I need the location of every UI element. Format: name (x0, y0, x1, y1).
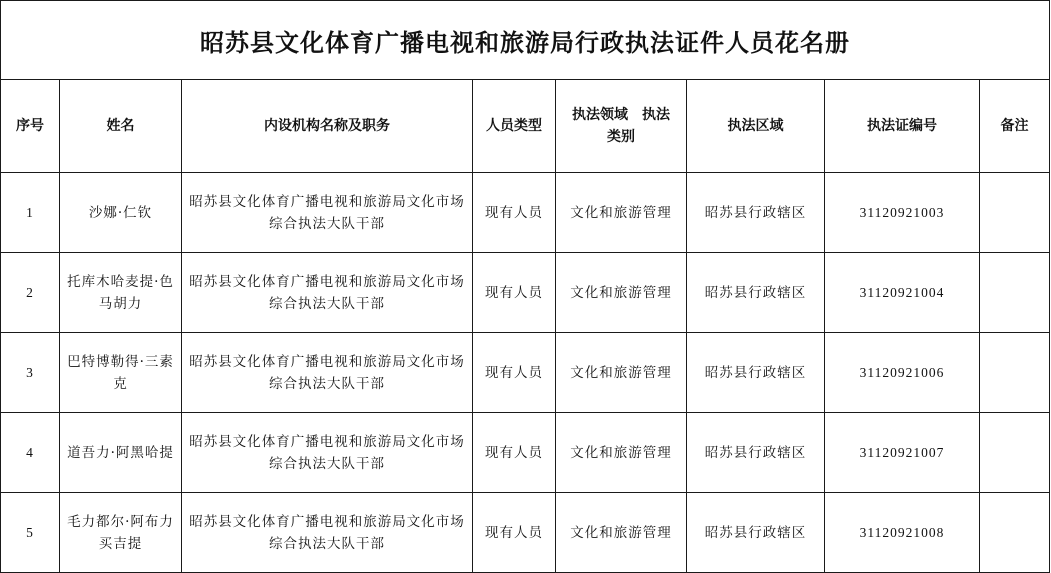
header-region: 执法区域 (687, 80, 825, 173)
cell-category: 文化和旅游管理 (556, 493, 687, 573)
cell-index: 1 (1, 173, 60, 253)
cell-note (980, 333, 1050, 413)
header-category: 执法领域 执法类别 (556, 80, 687, 173)
cell-note (980, 413, 1050, 493)
cell-cert: 31120921004 (825, 253, 980, 333)
cell-index: 2 (1, 253, 60, 333)
cell-region: 昭苏县行政辖区 (687, 333, 825, 413)
cell-region: 昭苏县行政辖区 (687, 173, 825, 253)
table-row (1, 413, 1050, 493)
cell-type: 现有人员 (473, 413, 556, 493)
cell-name: 托库木哈麦提·色马胡力 (60, 253, 182, 333)
cell-index: 3 (1, 333, 60, 413)
table-row (1, 333, 1050, 413)
cell-dept: 昭苏县文化体育广播电视和旅游局文化市场综合执法大队干部 (182, 333, 473, 413)
cell-category: 文化和旅游管理 (556, 413, 687, 493)
cell-region: 昭苏县行政辖区 (687, 413, 825, 493)
header-index: 序号 (1, 80, 60, 173)
cell-category: 文化和旅游管理 (556, 333, 687, 413)
cell-region: 昭苏县行政辖区 (687, 493, 825, 573)
cell-region: 昭苏县行政辖区 (687, 253, 825, 333)
cell-type: 现有人员 (473, 493, 556, 573)
cell-note (980, 173, 1050, 253)
cell-dept: 昭苏县文化体育广播电视和旅游局文化市场综合执法大队干部 (182, 253, 473, 333)
cell-cert: 31120921003 (825, 173, 980, 253)
cell-type: 现有人员 (473, 333, 556, 413)
cell-name: 巴特博勒得·三素克 (60, 333, 182, 413)
cell-type: 现有人员 (473, 173, 556, 253)
cell-index: 5 (1, 493, 60, 573)
cell-dept: 昭苏县文化体育广播电视和旅游局文化市场综合执法大队干部 (182, 173, 473, 253)
header-dept: 内设机构名称及职务 (182, 80, 473, 173)
cell-type: 现有人员 (473, 253, 556, 333)
cell-dept: 昭苏县文化体育广播电视和旅游局文化市场综合执法大队干部 (182, 413, 473, 493)
cell-name: 毛力都尔·阿布力买吉提 (60, 493, 182, 573)
header-type: 人员类型 (473, 80, 556, 173)
cell-name: 沙娜·仁钦 (60, 173, 182, 253)
table-row (1, 173, 1050, 253)
table-row (1, 493, 1050, 573)
header-row (1, 80, 1050, 173)
cell-dept: 昭苏县文化体育广播电视和旅游局文化市场综合执法大队干部 (182, 493, 473, 573)
cell-cert: 31120921008 (825, 493, 980, 573)
header-name: 姓名 (60, 80, 182, 173)
cell-category: 文化和旅游管理 (556, 173, 687, 253)
cell-index: 4 (1, 413, 60, 493)
page-title: 昭苏县文化体育广播电视和旅游局行政执法证件人员花名册 (1, 1, 1050, 80)
cell-cert: 31120921006 (825, 333, 980, 413)
cell-name: 道吾力·阿黑哈提 (60, 413, 182, 493)
cell-cert: 31120921007 (825, 413, 980, 493)
table-row (1, 253, 1050, 333)
header-note: 备注 (980, 80, 1050, 173)
cell-note (980, 253, 1050, 333)
cell-note (980, 493, 1050, 573)
cell-category: 文化和旅游管理 (556, 253, 687, 333)
header-cert: 执法证编号 (825, 80, 980, 173)
